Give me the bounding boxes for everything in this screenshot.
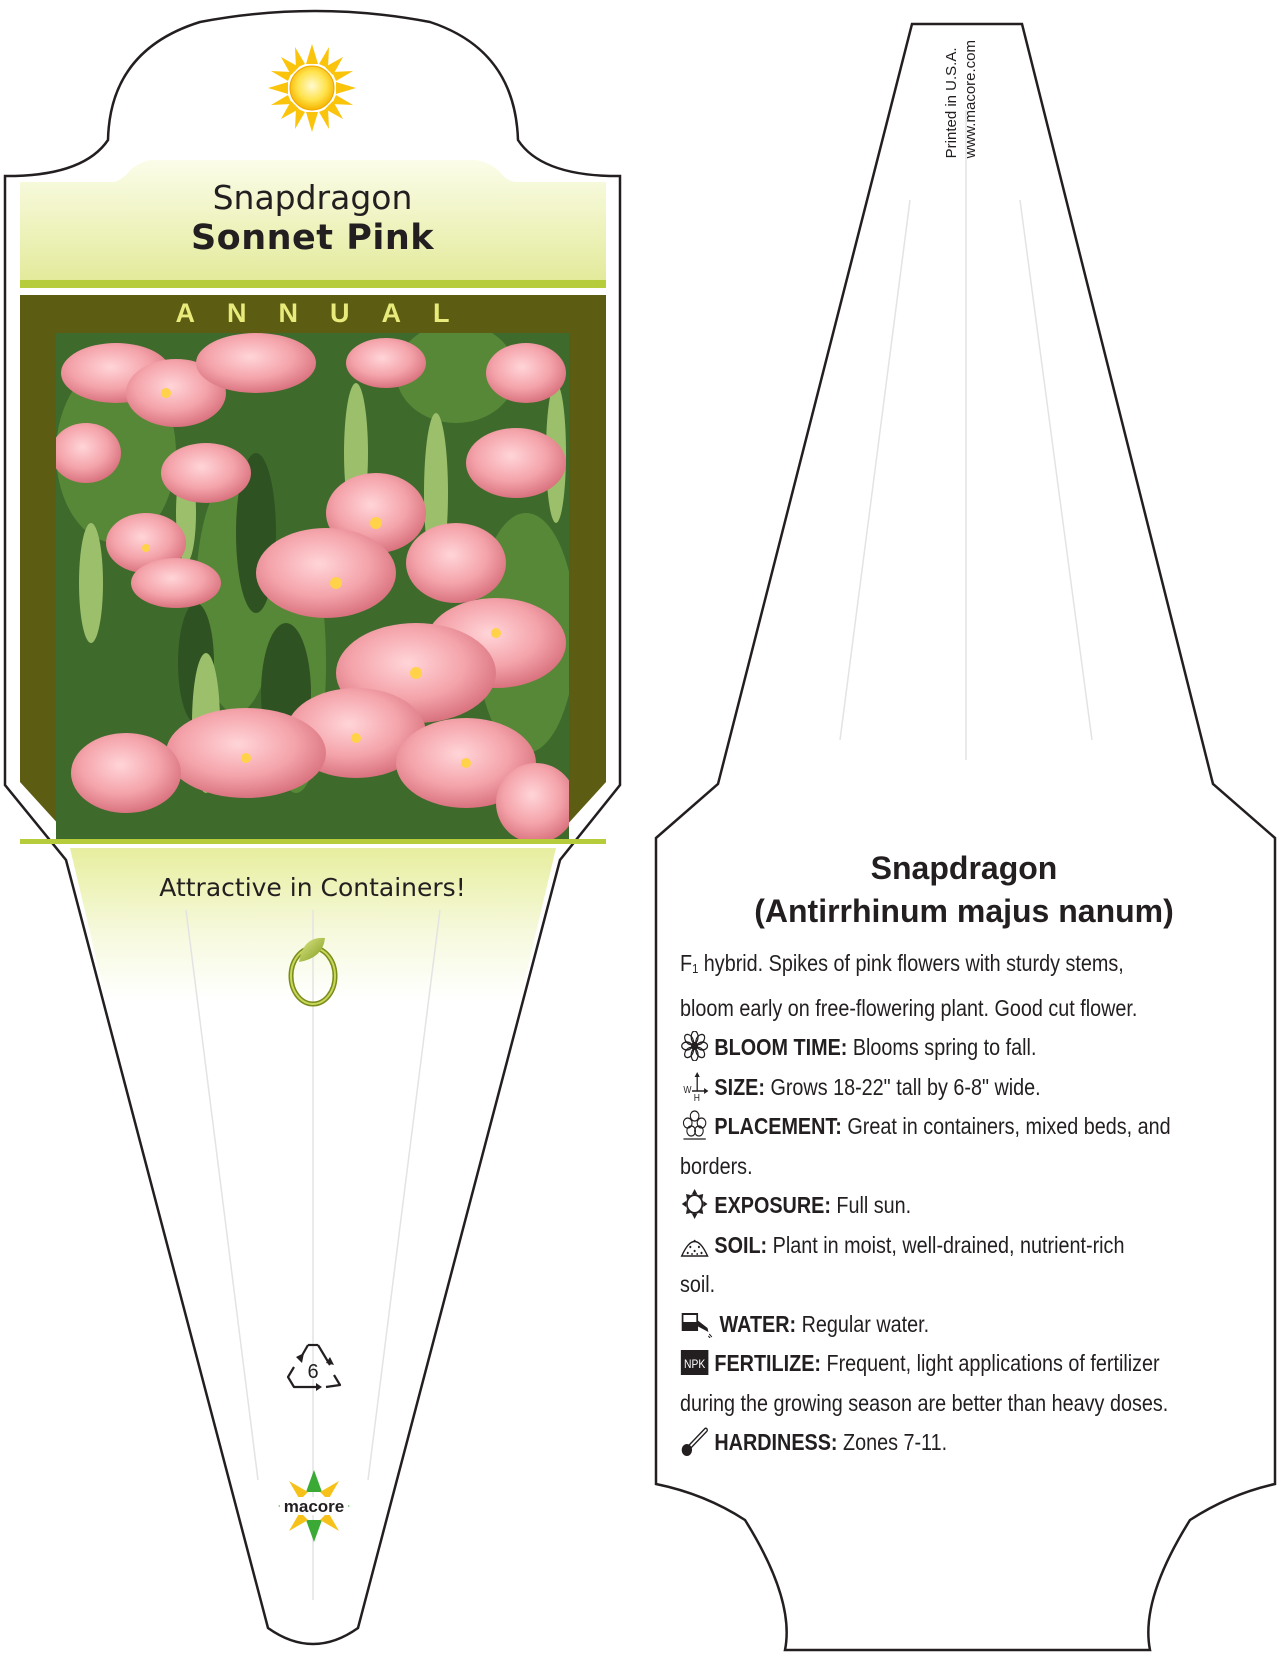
tagline: Attractive in Containers! [159,873,466,902]
soil-icon [680,1229,709,1259]
watering-can-icon [680,1308,714,1338]
recycle-number: 6 [307,1361,319,1383]
intro-line-2: bloom early on free-flowering plant. Good cut flower. [680,994,1138,1021]
botanical-name: (Antirrhinum majus nanum) [754,893,1174,929]
variety-name: Sonnet Pink [190,218,435,258]
brand-name: macore [283,1497,345,1516]
printed-info [942,40,980,158]
website: www.macore.com [962,40,979,159]
npk-icon [680,1347,709,1377]
plant-category: ANNUAL [175,298,482,328]
placement-icon [680,1110,709,1140]
plant-description [680,944,1179,1463]
hardiness-row: HARDINESS: Zones 7-11. [680,1423,1179,1463]
svg-text:W: W [683,1083,692,1095]
svg-text:NPK: NPK [684,1358,706,1372]
fertilize-row: NPK FERTILIZE: Frequent, light applications of fertilizer [680,1344,1179,1384]
thermometer-icon [680,1426,709,1456]
intro-line-1: F1 hybrid. Spikes of pink flowers with sturdy stems, [680,950,1124,976]
size-row: W H SIZE: Grows 18-22" tall by 6-8" wide. [680,1068,1179,1108]
placement-cont: borders. [680,1152,753,1179]
back-title: Snapdragon [870,850,1058,886]
flower-icon [680,1031,709,1061]
placement-row: PLACEMENT: Great in containers, mixed beds, and [680,1107,1179,1147]
soil-cont: soil. [680,1271,716,1297]
water-row: WATER: Regular water. [680,1305,1179,1345]
printed-in: Printed in U.S.A. [943,47,960,159]
sun-outline-icon [680,1189,709,1219]
common-name: Snapdragon [212,178,413,217]
exposure-row: EXPOSURE: Full sun. [680,1186,1179,1226]
svg-text:H: H [693,1091,700,1101]
fertilize-cont: during the growing season are better than heavy doses. [680,1389,1169,1416]
soil-row: SOIL: Plant in moist, well-drained, nutrient-rich [680,1226,1179,1266]
bloom-time-row: BLOOM TIME: Blooms spring to fall. [680,1028,1179,1068]
size-icon [680,1071,709,1101]
